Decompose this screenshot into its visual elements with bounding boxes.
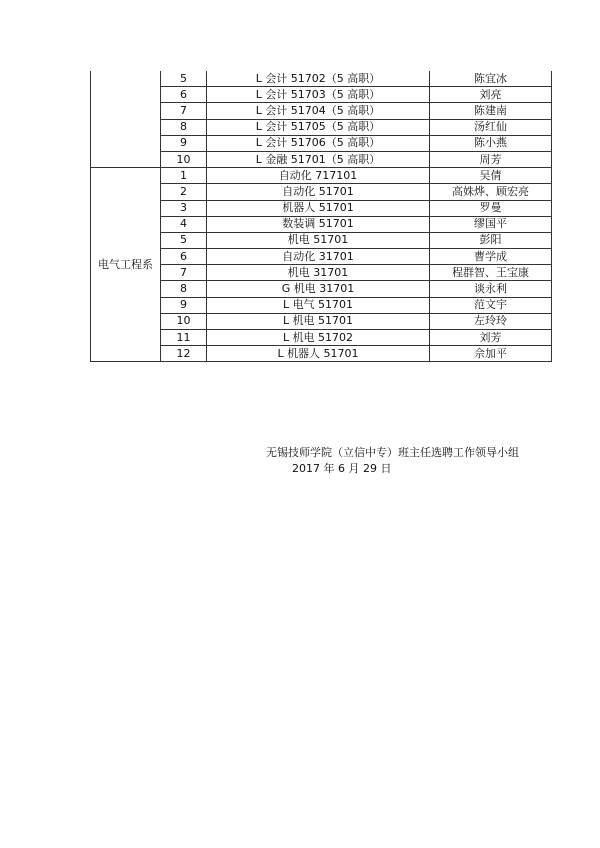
row-number-cell: 1 [161, 168, 207, 184]
table-row [91, 168, 552, 184]
teacher-name-cell: 谈永利 [430, 281, 552, 297]
row-number-cell: 9 [161, 297, 207, 313]
teacher-name-cell: 程群智、王宝康 [430, 265, 552, 281]
row-number-cell: 6 [161, 87, 207, 103]
table-row [91, 249, 552, 265]
class-teacher-table [90, 71, 552, 362]
table-row [91, 119, 552, 135]
row-number-cell: 12 [161, 346, 207, 362]
teacher-name-cell: 汤红仙 [430, 119, 552, 135]
teacher-name-cell: 彭阳 [430, 232, 552, 248]
teacher-name-cell: 缪国平 [430, 216, 552, 232]
teacher-name-cell: 范文宇 [430, 297, 552, 313]
issuing-organization: 无锡技师学院（立信中专）班主任选聘工作领导小组 [266, 446, 519, 459]
class-name-cell: 数装调 51701 [207, 216, 430, 232]
class-name-cell: L 会计 51705（5 高职） [207, 119, 430, 135]
row-number-cell: 7 [161, 265, 207, 281]
teacher-name-cell: 佘加平 [430, 346, 552, 362]
table-row [91, 135, 552, 151]
table-row [91, 297, 552, 313]
row-number-cell: 8 [161, 119, 207, 135]
table-row [91, 281, 552, 297]
teacher-name-cell: 陈建南 [430, 103, 552, 119]
class-name-cell: 自动化 717101 [207, 168, 430, 184]
department-cell [91, 71, 161, 168]
table-row [91, 330, 552, 346]
teacher-name-cell: 罗曼 [430, 200, 552, 216]
row-number-cell: 9 [161, 135, 207, 151]
teacher-name-cell: 刘亮 [430, 87, 552, 103]
row-number-cell: 10 [161, 151, 207, 167]
row-number-cell: 6 [161, 249, 207, 265]
class-name-cell: 机电 51701 [207, 232, 430, 248]
teacher-name-cell: 左玲玲 [430, 313, 552, 329]
class-name-cell: L 会计 51704（5 高职） [207, 103, 430, 119]
class-name-cell: 自动化 31701 [207, 249, 430, 265]
table-row [91, 265, 552, 281]
row-number-cell: 5 [161, 71, 207, 87]
row-number-cell: 8 [161, 281, 207, 297]
teacher-name-cell: 陈宜冰 [430, 71, 552, 87]
table-row [91, 103, 552, 119]
department-cell: 电气工程系 [91, 168, 161, 362]
row-number-cell: 10 [161, 313, 207, 329]
table-row [91, 313, 552, 329]
issue-date: 2017 年 6 月 29 日 [292, 462, 392, 475]
class-name-cell: G 机电 31701 [207, 281, 430, 297]
table-row [91, 151, 552, 167]
table-row [91, 200, 552, 216]
table-row [91, 71, 552, 87]
teacher-name-cell: 曹学成 [430, 249, 552, 265]
class-name-cell: L 机器人 51701 [207, 346, 430, 362]
table-body [91, 71, 552, 362]
row-number-cell: 4 [161, 216, 207, 232]
table-row [91, 184, 552, 200]
row-number-cell: 11 [161, 330, 207, 346]
class-name-cell: L 会计 51706（5 高职） [207, 135, 430, 151]
teacher-name-cell: 陈小燕 [430, 135, 552, 151]
class-name-cell: 机电 31701 [207, 265, 430, 281]
row-number-cell: 7 [161, 103, 207, 119]
class-name-cell: L 机电 51702 [207, 330, 430, 346]
row-number-cell: 5 [161, 232, 207, 248]
class-name-cell: L 机电 51701 [207, 313, 430, 329]
class-name-cell: 自动化 51701 [207, 184, 430, 200]
row-number-cell: 3 [161, 200, 207, 216]
row-number-cell: 2 [161, 184, 207, 200]
table-row [91, 346, 552, 362]
teacher-name-cell: 吴倩 [430, 168, 552, 184]
class-name-cell: L 会计 51702（5 高职） [207, 71, 430, 87]
class-name-cell: L 电气 51701 [207, 297, 430, 313]
class-name-cell: 机器人 51701 [207, 200, 430, 216]
teacher-name-cell: 刘芳 [430, 330, 552, 346]
class-name-cell: L 金融 51701（5 高职） [207, 151, 430, 167]
teacher-name-cell: 高姝烨、顾宏亮 [430, 184, 552, 200]
teacher-name-cell: 周芳 [430, 151, 552, 167]
table-row [91, 232, 552, 248]
class-name-cell: L 会计 51703（5 高职） [207, 87, 430, 103]
table-row [91, 216, 552, 232]
table-row [91, 87, 552, 103]
